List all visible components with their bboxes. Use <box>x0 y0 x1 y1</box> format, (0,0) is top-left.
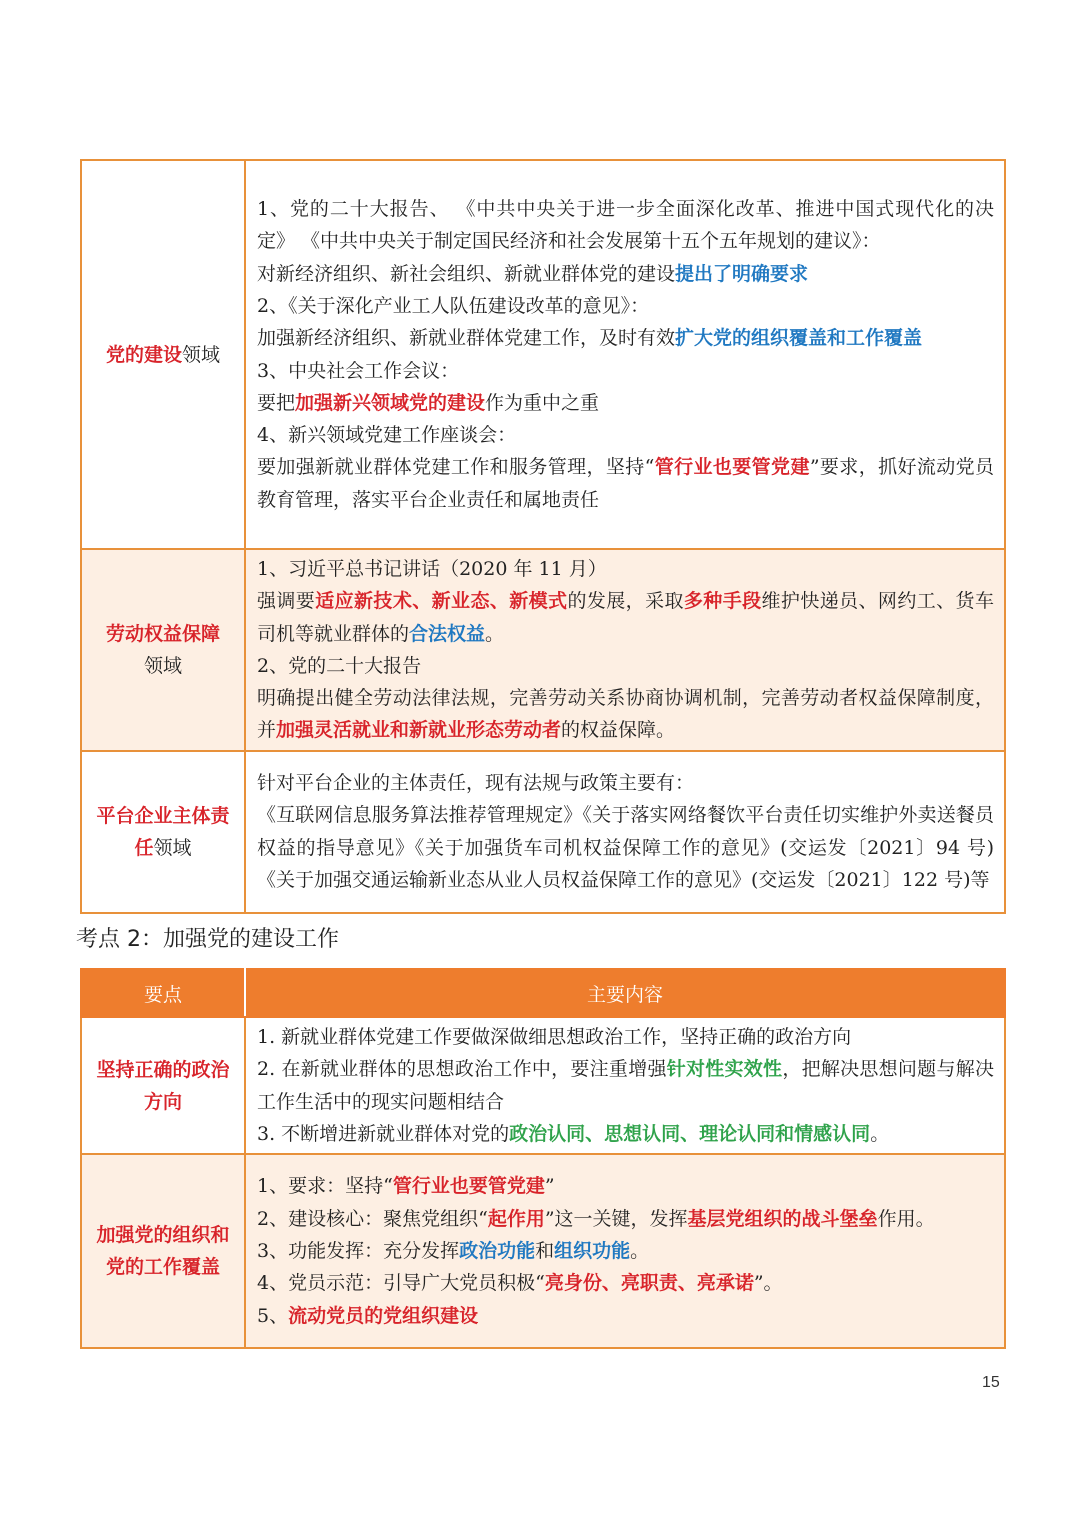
highlight-text: 基层党组织的战斗堡垒 <box>687 1207 878 1230</box>
body-text: 的发展，采取 <box>567 590 684 613</box>
body-text: 。 <box>870 1122 890 1145</box>
content-line <box>257 1267 994 1299</box>
content-line <box>257 387 994 419</box>
table-header-row <box>81 969 1005 1017</box>
body-text: 3、功能发挥：充分发挥 <box>257 1240 460 1263</box>
content-line <box>257 1170 994 1202</box>
body-text: 2、党的二十大报告 <box>257 654 422 677</box>
content-line <box>257 682 994 747</box>
highlight-text: 亮身份、亮职责、亮承诺 <box>544 1272 754 1295</box>
content-line <box>257 1053 994 1118</box>
body-text: ”。 <box>753 1272 783 1295</box>
body-text: 加强新经济组织、新就业群体党建工作，及时有效 <box>257 327 676 350</box>
body-text: 3. 不断增进新就业群体对党的 <box>257 1122 510 1145</box>
highlight-text: 多种手段 <box>683 590 762 613</box>
body-text: ，把解决思想问题与解决工作生活中的现实问题相结合 <box>257 1058 994 1113</box>
content-line <box>257 419 994 451</box>
content-line <box>257 1300 994 1332</box>
body-text: 和 <box>535 1240 555 1263</box>
body-text: 作为重中之重 <box>485 391 600 414</box>
highlight-text: 适应新技术、新业态、新模式 <box>315 590 568 613</box>
body-text: 。 <box>485 622 505 645</box>
row-label <box>81 549 245 751</box>
body-text: ” <box>544 1175 555 1198</box>
row-content <box>245 1154 1005 1348</box>
body-text: 要把 <box>257 391 296 414</box>
row-content <box>245 1017 1005 1154</box>
row-content <box>245 549 1005 751</box>
highlight-text: 针对性实效性 <box>666 1058 783 1081</box>
header-key-points: 要点 <box>81 969 245 1017</box>
row-content <box>245 751 1005 913</box>
content-line <box>257 585 994 650</box>
row-label <box>81 160 245 549</box>
highlight-text: 管行业也要管党建 <box>392 1175 545 1198</box>
content-line <box>257 1021 994 1053</box>
body-text: 3、中央社会工作会议： <box>257 359 460 382</box>
body-text: 强调要 <box>257 590 316 613</box>
highlight-text: 组织功能 <box>554 1240 631 1263</box>
section-heading: 考点 2：加强党的建设工作 <box>76 927 339 952</box>
highlight-text: 管行业也要管党建 <box>654 456 810 479</box>
content-line <box>257 290 994 322</box>
page-number: 15 <box>982 1374 1000 1391</box>
body-text: ”要求，抓好流动党员教育管理，落实平台企业责任和属地责任 <box>257 456 994 511</box>
body-text: 作用。 <box>877 1207 935 1230</box>
content-line <box>257 553 994 585</box>
key-points-table <box>80 968 1006 1349</box>
row-label <box>81 1154 245 1348</box>
content-line <box>257 322 994 354</box>
highlight-text: 起作用 <box>487 1207 545 1230</box>
body-text: 维护快递员、网约工、货车司机等就业群体的 <box>257 590 994 645</box>
body-text: 的权益保障。 <box>561 719 676 742</box>
label-highlight: 平台企业主体责任 <box>96 804 230 859</box>
content-line <box>257 258 994 290</box>
body-text: 2、《关于深化产业工人队伍建设改革的意见》： <box>257 294 650 317</box>
table-row <box>81 751 1005 913</box>
label-suffix: 领域 <box>143 654 182 677</box>
highlight-text: 合法权益 <box>409 622 486 645</box>
table-row <box>81 160 1005 549</box>
policy-table <box>80 159 1006 914</box>
highlight-text: 扩大党的组织覆盖和工作覆盖 <box>675 327 923 350</box>
body-text: 《互联网信息服务算法推荐管理规定》《关于落实网络餐饮平台责任切实维护外卖送餐员权益的指导意见》《关于加强货车司机权益保障工作的意见》(交运发〔2021〕94 号)《关于加强交通运输新业态从业人员权益保障工作的意见》(交运发〔2021〕122 号)等 <box>257 804 994 892</box>
content-line <box>257 355 994 387</box>
body-text: 针对平台企业的主体责任，现有法规与政策主要有： <box>257 772 695 795</box>
content-line <box>257 650 994 682</box>
body-text: ”这一关键，发挥 <box>544 1207 688 1230</box>
label-suffix: 领域 <box>182 343 221 366</box>
label-highlight: 加强党的组织和党的工作覆盖 <box>96 1224 230 1279</box>
row-content <box>245 160 1005 549</box>
row-label <box>81 1017 245 1154</box>
content-line <box>257 799 994 896</box>
label-suffix: 领域 <box>153 836 192 859</box>
body-text: 5、 <box>257 1304 289 1327</box>
body-text: 2. 在新就业群体的思想政治工作中，要注重增强 <box>257 1058 667 1081</box>
body-text: 2、建设核心：聚焦党组织“ <box>257 1207 488 1230</box>
content-line <box>257 193 994 258</box>
body-text: 明确提出健全劳动法律法规，完善劳动关系协商协调机制，完善劳动者权益保障制度，并 <box>257 687 994 742</box>
table-row <box>81 1154 1005 1348</box>
body-text: 。 <box>630 1240 650 1263</box>
label-highlight: 劳动权益保障 <box>105 622 220 645</box>
table-row <box>81 549 1005 751</box>
highlight-text: 政治认同、思想认同、理论认同和情感认同 <box>509 1122 871 1145</box>
header-main-content: 主要内容 <box>245 969 1005 1017</box>
content-line <box>257 1118 994 1150</box>
row-label <box>81 751 245 913</box>
content-line <box>257 451 994 516</box>
highlight-text: 提出了明确要求 <box>675 262 809 285</box>
body-text: 4、新兴领域党建工作座谈会： <box>257 424 517 447</box>
highlight-text: 流动党员的党组织建设 <box>288 1304 479 1327</box>
highlight-text: 加强灵活就业和新就业形态劳动者 <box>276 719 562 742</box>
table-row <box>81 1017 1005 1154</box>
body-text: 要加强新就业群体党建工作和服务管理，坚持“ <box>257 456 655 479</box>
body-text: 1、党的二十大报告、 《中共中央关于进一步全面深化改革、推进中国式现代化的决定》 《中共中央关于制定国民经济和社会发展第十五个五年规划的建议》： <box>257 198 994 253</box>
label-highlight: 坚持正确的政治方向 <box>96 1058 230 1113</box>
content-line <box>257 1235 994 1267</box>
body-text: 1、习近平总书记讲话（2020 年 11 月） <box>257 558 607 580</box>
body-text: 1. 新就业群体党建工作要做深做细思想政治工作，坚持正确的政治方向 <box>257 1026 852 1048</box>
content-line <box>257 767 994 799</box>
highlight-text: 政治功能 <box>459 1240 536 1263</box>
body-text: 1、要求：坚持“ <box>257 1175 393 1198</box>
body-text: 对新经济组织、新社会组织、新就业群体党的建设 <box>257 262 676 285</box>
body-text: 4、党员示范：引导广大党员积极“ <box>257 1272 545 1295</box>
content-line <box>257 1203 994 1235</box>
highlight-text: 加强新兴领域党的建设 <box>295 391 486 414</box>
label-highlight: 党的建设 <box>105 343 182 366</box>
